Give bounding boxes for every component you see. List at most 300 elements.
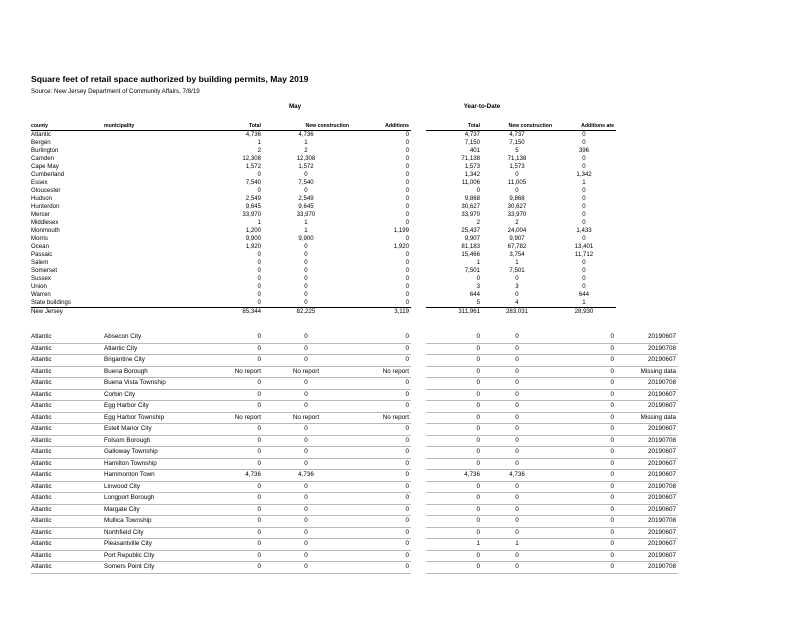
column-gap [411, 155, 426, 163]
municipality-cell: Hamilton Township [104, 458, 199, 470]
new-construction-cell: 12,308 [296, 155, 316, 162]
ytd-total-cell: 0 [426, 504, 482, 516]
ytd-total-cell: 0 [476, 187, 480, 194]
ytd-new-construction-cell: 0 [482, 355, 554, 367]
report-date-cell: 20190708 [616, 516, 678, 528]
ytd-new-construction-cell: 7,501 [509, 267, 525, 274]
new-construction-cell: 0 [304, 267, 308, 274]
municipality-cell [104, 179, 199, 187]
municipality-cell [104, 291, 199, 299]
ytd-additions-cell: 0 [554, 378, 616, 390]
ytd-new-construction-cell: 0 [482, 504, 554, 516]
column-gap [411, 227, 426, 235]
ytd-additions-cell: 0 [582, 283, 586, 290]
column-gap [411, 243, 426, 251]
report-date-cell: 20190607 [616, 550, 678, 562]
municipality-row [31, 504, 678, 516]
report-date-cell: 20190607 [616, 527, 678, 539]
new-construction-cell: 0 [304, 299, 308, 306]
column-gap [411, 527, 426, 539]
ytd-new-construction-cell: 1,573 [509, 163, 525, 170]
column-gap [411, 366, 426, 378]
ytd-total-cell: 0 [426, 447, 482, 459]
county-summary-table [31, 122, 616, 316]
additions-cell: 0 [351, 527, 411, 539]
total-cell: 0 [199, 504, 263, 516]
report-date-cell: 20190607 [616, 355, 678, 367]
ytd-additions-cell: 0 [554, 562, 616, 574]
municipality-cell [104, 203, 199, 211]
ytd-total-cell: 0 [426, 389, 482, 401]
additions-cell: 0 [405, 259, 409, 266]
new-construction-cell: 1 [304, 139, 308, 146]
municipality-cell [104, 299, 199, 308]
total-cell: 0 [257, 171, 261, 178]
county-row [31, 267, 616, 275]
total-cell: 9,645 [245, 203, 261, 210]
ytd-additions-cell: 1 [582, 299, 586, 306]
total-cell: 4,736 [199, 470, 263, 482]
ytd-new-construction-cell: 0 [482, 424, 554, 436]
new-construction-cell: 0 [263, 562, 351, 574]
additions-cell: 0 [351, 389, 411, 401]
county-cell: Atlantic [31, 562, 104, 574]
additions-cell: 0 [405, 291, 409, 298]
report-date-cell: 20190708 [616, 562, 678, 574]
municipality-cell: Egg Harbor Township [104, 412, 199, 424]
column-gap [411, 147, 426, 155]
new-construction-cell: 82,225 [263, 308, 351, 317]
column-gap [411, 401, 426, 413]
ytd-new-construction-cell: 3 [515, 283, 519, 290]
ytd-additions-cell: 0 [554, 504, 616, 516]
ytd-new-construction-cell: 0 [482, 412, 554, 424]
county-cell: Gloucester [31, 187, 61, 194]
new-construction-cell: 1 [304, 219, 308, 226]
ytd-new-construction-cell: 5 [515, 147, 519, 154]
municipality-row [31, 481, 678, 493]
county-cell: Atlantic [31, 412, 104, 424]
column-gap [411, 179, 426, 187]
municipality-row [31, 355, 678, 367]
county-cell: Ocean [31, 243, 49, 250]
new-construction-cell: No report [263, 412, 351, 424]
total-cell: 0 [199, 343, 263, 355]
new-construction-cell: 0 [263, 435, 351, 447]
report-date-cell: 20190708 [616, 343, 678, 355]
column-gap [411, 447, 426, 459]
column-gap [411, 219, 426, 227]
column-gap [411, 389, 426, 401]
ytd-total-cell: 0 [426, 401, 482, 413]
municipality-cell: Folsom Borough [104, 435, 199, 447]
col-header-ytd-additions: Additions ate [554, 122, 616, 131]
column-gap [411, 163, 426, 171]
additions-cell: 0 [351, 343, 411, 355]
additions-cell: 0 [405, 299, 409, 306]
municipality-cell: Buena Borough [104, 366, 199, 378]
county-row [31, 179, 616, 187]
column-gap [411, 516, 426, 528]
additions-cell: 0 [405, 203, 409, 210]
municipality-row [31, 332, 678, 343]
ytd-additions-cell: 0 [582, 139, 586, 146]
total-cell: 0 [199, 355, 263, 367]
report-date-cell: 20190607 [616, 539, 678, 551]
additions-cell: 0 [405, 219, 409, 226]
ytd-total-cell: 0 [426, 343, 482, 355]
new-construction-cell: 9,900 [298, 235, 314, 242]
county-cell: Atlantic [31, 131, 51, 138]
additions-cell: 1,920 [393, 243, 409, 250]
column-gap [411, 308, 426, 317]
county-row [31, 227, 616, 235]
col-header-ytd-new-construction: New construction [482, 122, 554, 131]
column-gap [411, 259, 426, 267]
ytd-additions-cell: 1,342 [576, 171, 592, 178]
new-construction-cell: 4,736 [263, 470, 351, 482]
column-gap [411, 275, 426, 283]
ytd-total-cell: 1 [476, 259, 480, 266]
county-row [31, 131, 616, 140]
total-cell: 0 [257, 187, 261, 194]
ytd-additions-cell: 0 [554, 366, 616, 378]
municipality-row [31, 389, 678, 401]
additions-cell: 0 [351, 447, 411, 459]
report-date-cell: 20190607 [616, 470, 678, 482]
additions-cell: 0 [405, 283, 409, 290]
ytd-additions-cell: 0 [554, 424, 616, 436]
municipality-cell [104, 235, 199, 243]
ytd-new-construction-cell: 0 [515, 187, 519, 194]
additions-cell: 0 [351, 458, 411, 470]
county-cell: New Jersey [31, 308, 104, 317]
ytd-total-cell: 0 [426, 527, 482, 539]
municipality-cell [104, 131, 199, 140]
new-construction-cell: No report [263, 366, 351, 378]
ytd-total-cell: 0 [476, 275, 480, 282]
ytd-total-cell: 9,868 [464, 195, 480, 202]
county-row [31, 187, 616, 195]
county-cell: Atlantic [31, 389, 104, 401]
municipality-cell: Hammonton Town [104, 470, 199, 482]
ytd-additions-cell: 0 [582, 195, 586, 202]
municipality-cell [104, 211, 199, 219]
ytd-total-cell: 0 [426, 366, 482, 378]
county-row [31, 259, 616, 267]
additions-cell: 0 [405, 155, 409, 162]
column-gap [411, 343, 426, 355]
additions-cell: 0 [351, 562, 411, 574]
ytd-total-cell: 0 [426, 378, 482, 390]
column-gap [411, 458, 426, 470]
ytd-new-construction-cell: 71,138 [507, 155, 527, 162]
ytd-additions-cell: 0 [582, 163, 586, 170]
municipality-cell [104, 227, 199, 235]
ytd-additions-cell: 396 [578, 147, 590, 154]
ytd-additions-cell: 0 [582, 275, 586, 282]
ytd-additions-cell: 11,712 [574, 251, 594, 258]
report-date-cell: 20190708 [616, 435, 678, 447]
col-header-total: Total [199, 122, 263, 131]
municipality-row [31, 527, 678, 539]
report-title: Square feet of retail space authorized by building permits, May 2019 [31, 74, 309, 84]
county-cell: Atlantic [31, 447, 104, 459]
ytd-new-construction-cell: 0 [482, 378, 554, 390]
additions-cell: 0 [351, 539, 411, 551]
municipality-cell: Atlantic City [104, 343, 199, 355]
municipality-row [31, 539, 678, 551]
ytd-total-cell: 0 [426, 332, 482, 343]
column-gap [411, 122, 426, 131]
new-construction-cell: 0 [263, 355, 351, 367]
column-gap [411, 291, 426, 299]
municipality-row [31, 424, 678, 436]
county-cell: Warren [31, 291, 51, 298]
total-cell: 0 [257, 275, 261, 282]
ytd-additions-cell: 0 [582, 235, 586, 242]
ytd-additions-cell: 0 [554, 435, 616, 447]
municipality-cell [104, 259, 199, 267]
column-gap [411, 493, 426, 505]
municipality-row [31, 343, 678, 355]
column-gap [411, 267, 426, 275]
report-date-cell: 20190607 [616, 332, 678, 343]
county-row [31, 243, 616, 251]
total-cell: 0 [199, 562, 263, 574]
ytd-new-construction-cell: 4 [515, 299, 519, 306]
county-cell: Essex [31, 179, 48, 186]
ytd-new-construction-cell: 2 [515, 219, 519, 226]
report-date-cell: 20190607 [616, 493, 678, 505]
ytd-new-construction-cell: 0 [482, 401, 554, 413]
report-date-cell: 20190607 [616, 389, 678, 401]
new-construction-cell: 9,645 [298, 203, 314, 210]
ytd-new-construction-cell: 67,782 [507, 243, 527, 250]
ytd-additions-cell: 0 [554, 412, 616, 424]
new-construction-cell: 0 [263, 539, 351, 551]
col-header-new-construction: New construction [263, 122, 351, 131]
column-gap [411, 251, 426, 259]
municipality-cell [104, 243, 199, 251]
column-gap [411, 139, 426, 147]
ytd-total-cell: 5 [476, 299, 480, 306]
table-header-row [31, 122, 616, 131]
new-construction-cell: 0 [304, 259, 308, 266]
total-cell: No report [199, 412, 263, 424]
ytd-total-cell: 2 [476, 219, 480, 226]
municipality-cell [104, 147, 199, 155]
ytd-new-construction-cell: 0 [482, 435, 554, 447]
new-construction-cell: 0 [263, 481, 351, 493]
ytd-new-construction-cell: 0 [482, 493, 554, 505]
additions-cell: 0 [405, 211, 409, 218]
ytd-total-cell: 0 [426, 412, 482, 424]
total-cell: 9,900 [245, 235, 261, 242]
additions-cell: 0 [405, 187, 409, 194]
ytd-new-construction-cell: 0 [482, 516, 554, 528]
county-cell: Atlantic [31, 470, 104, 482]
county-row [31, 163, 616, 171]
total-cell: 1 [257, 219, 261, 226]
municipality-cell [104, 275, 199, 283]
total-cell: 0 [199, 527, 263, 539]
ytd-additions-cell: 0 [582, 211, 586, 218]
column-gap [411, 195, 426, 203]
ytd-additions-cell: 0 [554, 516, 616, 528]
total-cell: 0 [257, 299, 261, 306]
total-cell: 0 [257, 251, 261, 258]
county-cell: Mercer [31, 211, 50, 218]
additions-cell: 0 [405, 235, 409, 242]
county-row [31, 219, 616, 227]
new-construction-cell: 2 [304, 147, 308, 154]
additions-cell: No report [351, 412, 411, 424]
col-header-additions: Additions [351, 122, 411, 131]
municipality-cell: Somers Point City [104, 562, 199, 574]
new-construction-cell: 2,549 [298, 195, 314, 202]
county-cell: Camden [31, 155, 55, 162]
ytd-additions-cell: 0 [554, 470, 616, 482]
new-construction-cell: 0 [304, 283, 308, 290]
total-cell: 12,308 [242, 155, 261, 162]
additions-cell: 0 [405, 267, 409, 274]
ytd-total-cell: 25,437 [461, 227, 480, 234]
total-cell: 4,736 [245, 131, 261, 138]
ytd-new-construction-cell: 0 [482, 562, 554, 574]
ytd-additions-cell: 0 [582, 203, 586, 210]
column-gap [411, 283, 426, 291]
new-construction-cell: 0 [304, 243, 308, 250]
ytd-new-construction-cell: 9,907 [509, 235, 525, 242]
total-cell: 0 [199, 435, 263, 447]
total-cell: 0 [257, 291, 261, 298]
municipality-cell: Mullica Township [104, 516, 199, 528]
new-construction-cell: 0 [263, 332, 351, 343]
total-cell: 0 [257, 259, 261, 266]
county-row [31, 195, 616, 203]
ytd-total-cell: 0 [426, 435, 482, 447]
new-construction-cell: 0 [263, 516, 351, 528]
additions-cell: 0 [405, 179, 409, 186]
additions-cell: 0 [351, 493, 411, 505]
ytd-new-construction-cell: 0 [515, 171, 519, 178]
municipality-cell [104, 139, 199, 147]
new-construction-cell: 0 [263, 550, 351, 562]
ytd-total-cell: 0 [426, 493, 482, 505]
ytd-new-construction-cell: 0 [482, 458, 554, 470]
ytd-additions-cell: 0 [582, 219, 586, 226]
ytd-total-cell: 81,183 [461, 243, 480, 250]
report-source: Source: New Jersey Department of Community Affairs, 7/8/19 [31, 88, 200, 95]
county-cell: Atlantic [31, 378, 104, 390]
additions-cell: 0 [405, 171, 409, 178]
municipality-cell [104, 251, 199, 259]
municipality-cell: Buena Vista Township [104, 378, 199, 390]
municipality-cell [104, 308, 199, 317]
additions-cell: 0 [351, 550, 411, 562]
ytd-total-cell: 401 [469, 147, 480, 154]
municipality-row [31, 516, 678, 528]
column-gap [411, 187, 426, 195]
municipality-detail-table [31, 332, 678, 574]
county-cell: Salem [31, 259, 49, 266]
county-cell: Monmouth [31, 227, 60, 234]
new-construction-cell: 0 [304, 291, 308, 298]
additions-cell: 0 [405, 163, 409, 170]
ytd-additions-cell: 644 [578, 291, 590, 298]
total-cell: No report [199, 366, 263, 378]
ytd-new-construction-cell: 0 [482, 481, 554, 493]
municipality-cell: Galloway Township [104, 447, 199, 459]
ytd-new-construction-cell: 0 [515, 275, 519, 282]
total-cell: 0 [257, 267, 261, 274]
ytd-total-cell: 7,501 [464, 267, 480, 274]
ytd-new-construction-cell: 30,627 [507, 203, 527, 210]
ytd-total-cell: 0 [426, 481, 482, 493]
county-cell: Hunterdon [31, 203, 60, 210]
ytd-total-cell: 11,006 [461, 179, 480, 186]
new-construction-cell: 33,970 [296, 211, 316, 218]
county-row [31, 171, 616, 179]
municipality-cell: Estell Manor City [104, 424, 199, 436]
total-cell: 1,572 [245, 163, 261, 170]
new-construction-cell: 0 [304, 275, 308, 282]
ytd-new-construction-cell: 1 [482, 539, 554, 551]
additions-cell: 0 [351, 481, 411, 493]
additions-cell: 0 [351, 424, 411, 436]
total-cell: 0 [199, 389, 263, 401]
total-cell: 0 [257, 283, 261, 290]
municipality-cell [104, 219, 199, 227]
column-gap [411, 412, 426, 424]
ytd-additions-cell: 0 [554, 389, 616, 401]
municipality-cell: Northfield City [104, 527, 199, 539]
new-construction-cell: 1,572 [298, 163, 314, 170]
total-cell: 0 [199, 401, 263, 413]
municipality-row [31, 458, 678, 470]
additions-cell: 0 [351, 401, 411, 413]
report-date-cell: 20190607 [616, 447, 678, 459]
column-gap [411, 470, 426, 482]
total-cell: 1 [257, 139, 261, 146]
new-construction-cell: 0 [263, 493, 351, 505]
county-cell: Sussex [31, 275, 51, 282]
additions-cell: 0 [351, 516, 411, 528]
municipality-cell: Port Republic City [104, 550, 199, 562]
municipality-row [31, 447, 678, 459]
ytd-total-cell: 311,961 [426, 308, 482, 317]
county-row [31, 299, 616, 308]
ytd-new-construction-cell: 0 [482, 447, 554, 459]
new-construction-cell: 0 [263, 527, 351, 539]
county-row [31, 147, 616, 155]
ytd-total-cell: 644 [469, 291, 480, 298]
county-row [31, 251, 616, 259]
ytd-additions-cell: 0 [554, 355, 616, 367]
col-header-ytd-total: Total [426, 122, 482, 131]
column-gap [411, 481, 426, 493]
county-cell: Atlantic [31, 481, 104, 493]
new-construction-cell: 0 [263, 389, 351, 401]
county-cell: Atlantic [31, 550, 104, 562]
group-header-may: May [288, 103, 302, 110]
county-cell: Morris [31, 235, 48, 242]
ytd-new-construction-cell: 11,005 [507, 179, 527, 186]
additions-cell: 0 [405, 195, 409, 202]
report-date-cell: Missing data [616, 366, 678, 378]
ytd-total-cell: 71,138 [461, 155, 480, 162]
